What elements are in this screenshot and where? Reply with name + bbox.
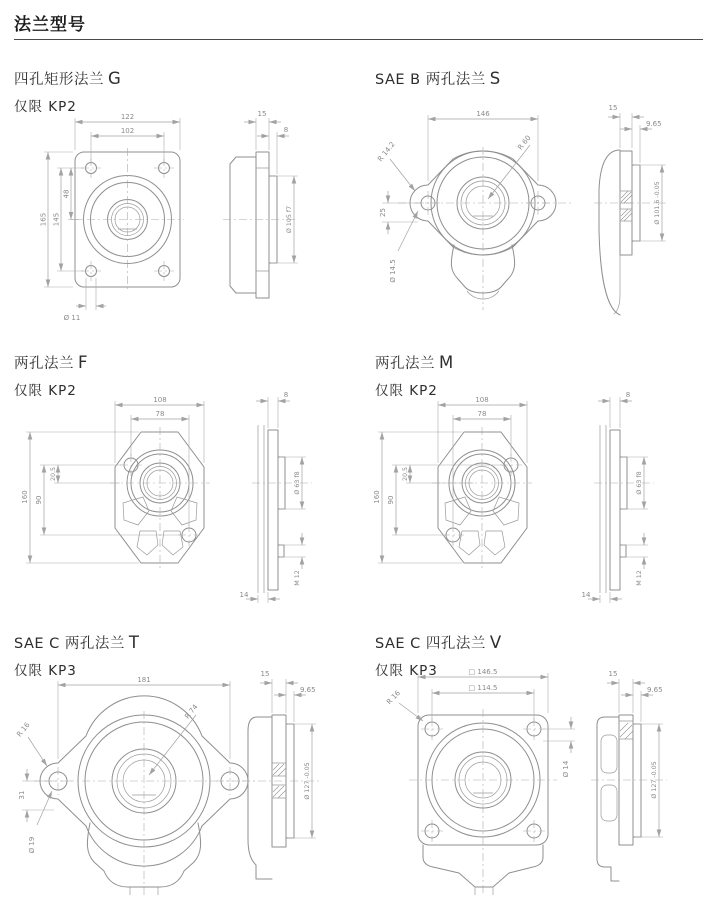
dim-g-depth: 15	[257, 110, 267, 118]
v-front-view	[409, 709, 557, 895]
dim-m-pilot-diameter: Ø 63 f8	[636, 471, 643, 495]
section-f-limit: 仅限 KP2	[14, 383, 77, 399]
f-side-dimensions	[240, 391, 306, 603]
t-side-dimensions	[260, 670, 316, 838]
page-title: 法兰型号	[14, 15, 86, 35]
flange-g-drawing	[30, 102, 350, 342]
dim-t-radius-outer: R 74	[183, 703, 200, 721]
section-s-header	[375, 68, 501, 89]
dim-m-height-mid: 90	[387, 495, 395, 505]
f-front-view	[110, 427, 210, 569]
dim-m-width-outer: 108	[475, 396, 489, 404]
title-divider	[14, 39, 703, 40]
flange-v-drawing	[363, 663, 703, 897]
dim-m-depth: 8	[625, 391, 631, 399]
section-g-title: 四孔矩形法兰 G	[14, 69, 122, 88]
dim-s-radius-outer: R 60	[516, 134, 533, 152]
dim-m-width-inner: 78	[477, 410, 487, 418]
dim-t-width: 181	[137, 676, 151, 684]
f-front-dimensions	[21, 396, 204, 563]
dim-f-height-mid: 90	[35, 495, 43, 505]
dim-g-pilot-diameter: Ø 105 f7	[286, 205, 293, 234]
dim-g-pilot-depth: 8	[283, 126, 289, 134]
flange-t-drawing	[10, 663, 360, 897]
dim-v-depth: 15	[608, 670, 618, 678]
dim-t-pilot-diameter: Ø 127 -0.05	[304, 762, 311, 800]
s-front-view	[398, 147, 573, 310]
dim-m-height-outer: 160	[373, 490, 381, 504]
g-front-dimensions	[40, 113, 181, 322]
g-side-dimensions	[244, 110, 298, 263]
m-front-view	[432, 427, 532, 569]
section-g-limit: 仅限 KP2	[14, 99, 77, 115]
dim-f-width-inner: 78	[155, 410, 165, 418]
v-side-dimensions	[607, 670, 663, 837]
dim-m-foot: 14	[581, 591, 591, 599]
dim-f-foot: 14	[239, 591, 249, 599]
dim-g-hole-offset: 48	[62, 189, 71, 199]
dim-f-height-outer: 160	[21, 490, 29, 504]
dim-v-width-outer: □ 146.5	[468, 668, 498, 676]
dim-t-depth: 15	[260, 670, 270, 678]
dim-f-height-small: 20.5	[50, 466, 57, 482]
dim-v-hole-diameter: Ø 14	[562, 760, 570, 778]
m-front-dimensions	[373, 396, 527, 563]
dim-s-pilot-depth: 9.65	[646, 120, 662, 128]
m-side-dimensions	[582, 391, 648, 603]
dim-f-pilot-diameter: Ø 63 f8	[294, 471, 301, 495]
section-v-limit: 仅限 KP3	[375, 663, 438, 679]
dim-v-pilot-depth: 9.65	[647, 686, 663, 694]
s-side-dimensions	[608, 104, 666, 241]
g-front-view	[71, 148, 184, 292]
dim-s-radius-ear: R 14.2	[376, 140, 397, 164]
dim-g-height-inner: 145	[52, 212, 61, 227]
dim-m-height-small: 20.5	[402, 466, 409, 482]
dim-t-ear-offset: 31	[18, 790, 26, 800]
t-front-view	[34, 696, 256, 895]
section-t-title: SAE C 两孔法兰 T	[14, 633, 140, 652]
dim-m-thread: M 12	[636, 570, 643, 586]
dim-s-ear-offset: 25	[379, 208, 387, 217]
dim-s-depth: 15	[608, 104, 618, 112]
dim-g-width-outer: 122	[120, 113, 135, 121]
flange-m-drawing	[360, 385, 703, 607]
section-f-title: 两孔法兰 F	[14, 353, 88, 372]
dim-s-width: 146	[476, 110, 490, 118]
dim-g-width-inner: 102	[120, 127, 135, 135]
dim-t-pilot-depth: 9.65	[300, 686, 316, 694]
dim-v-width-inner: □ 114.5	[468, 684, 498, 692]
section-m-title: 两孔法兰 M	[375, 353, 454, 372]
dim-s-pilot-diameter: Ø 101.6 -0.05	[654, 181, 661, 225]
dim-g-height-outer: 165	[39, 212, 48, 227]
dim-g-hole-diameter: Ø 11	[63, 314, 81, 322]
dim-v-pilot-diameter: Ø 127 -0.05	[651, 761, 658, 799]
flange-s-drawing	[368, 95, 703, 335]
section-v-title: SAE C 四孔法兰 V	[375, 633, 502, 652]
dim-t-hole-diameter: Ø 19	[28, 836, 36, 854]
section-m-limit: 仅限 KP2	[375, 383, 438, 399]
dim-f-thread: M 12	[294, 570, 301, 586]
section-s-title: SAE B 两孔法兰 S	[375, 69, 501, 88]
dim-f-depth: 8	[283, 391, 289, 399]
dim-t-radius-ear: R 16	[15, 721, 32, 739]
s-side-view	[594, 150, 666, 315]
section-t-limit: 仅限 KP3	[14, 663, 77, 679]
dim-v-radius-corner: R 16	[385, 689, 402, 707]
dim-f-width-outer: 108	[153, 396, 167, 404]
flange-f-drawing	[10, 385, 355, 607]
dim-s-hole-diameter: Ø 14.5	[389, 259, 397, 283]
